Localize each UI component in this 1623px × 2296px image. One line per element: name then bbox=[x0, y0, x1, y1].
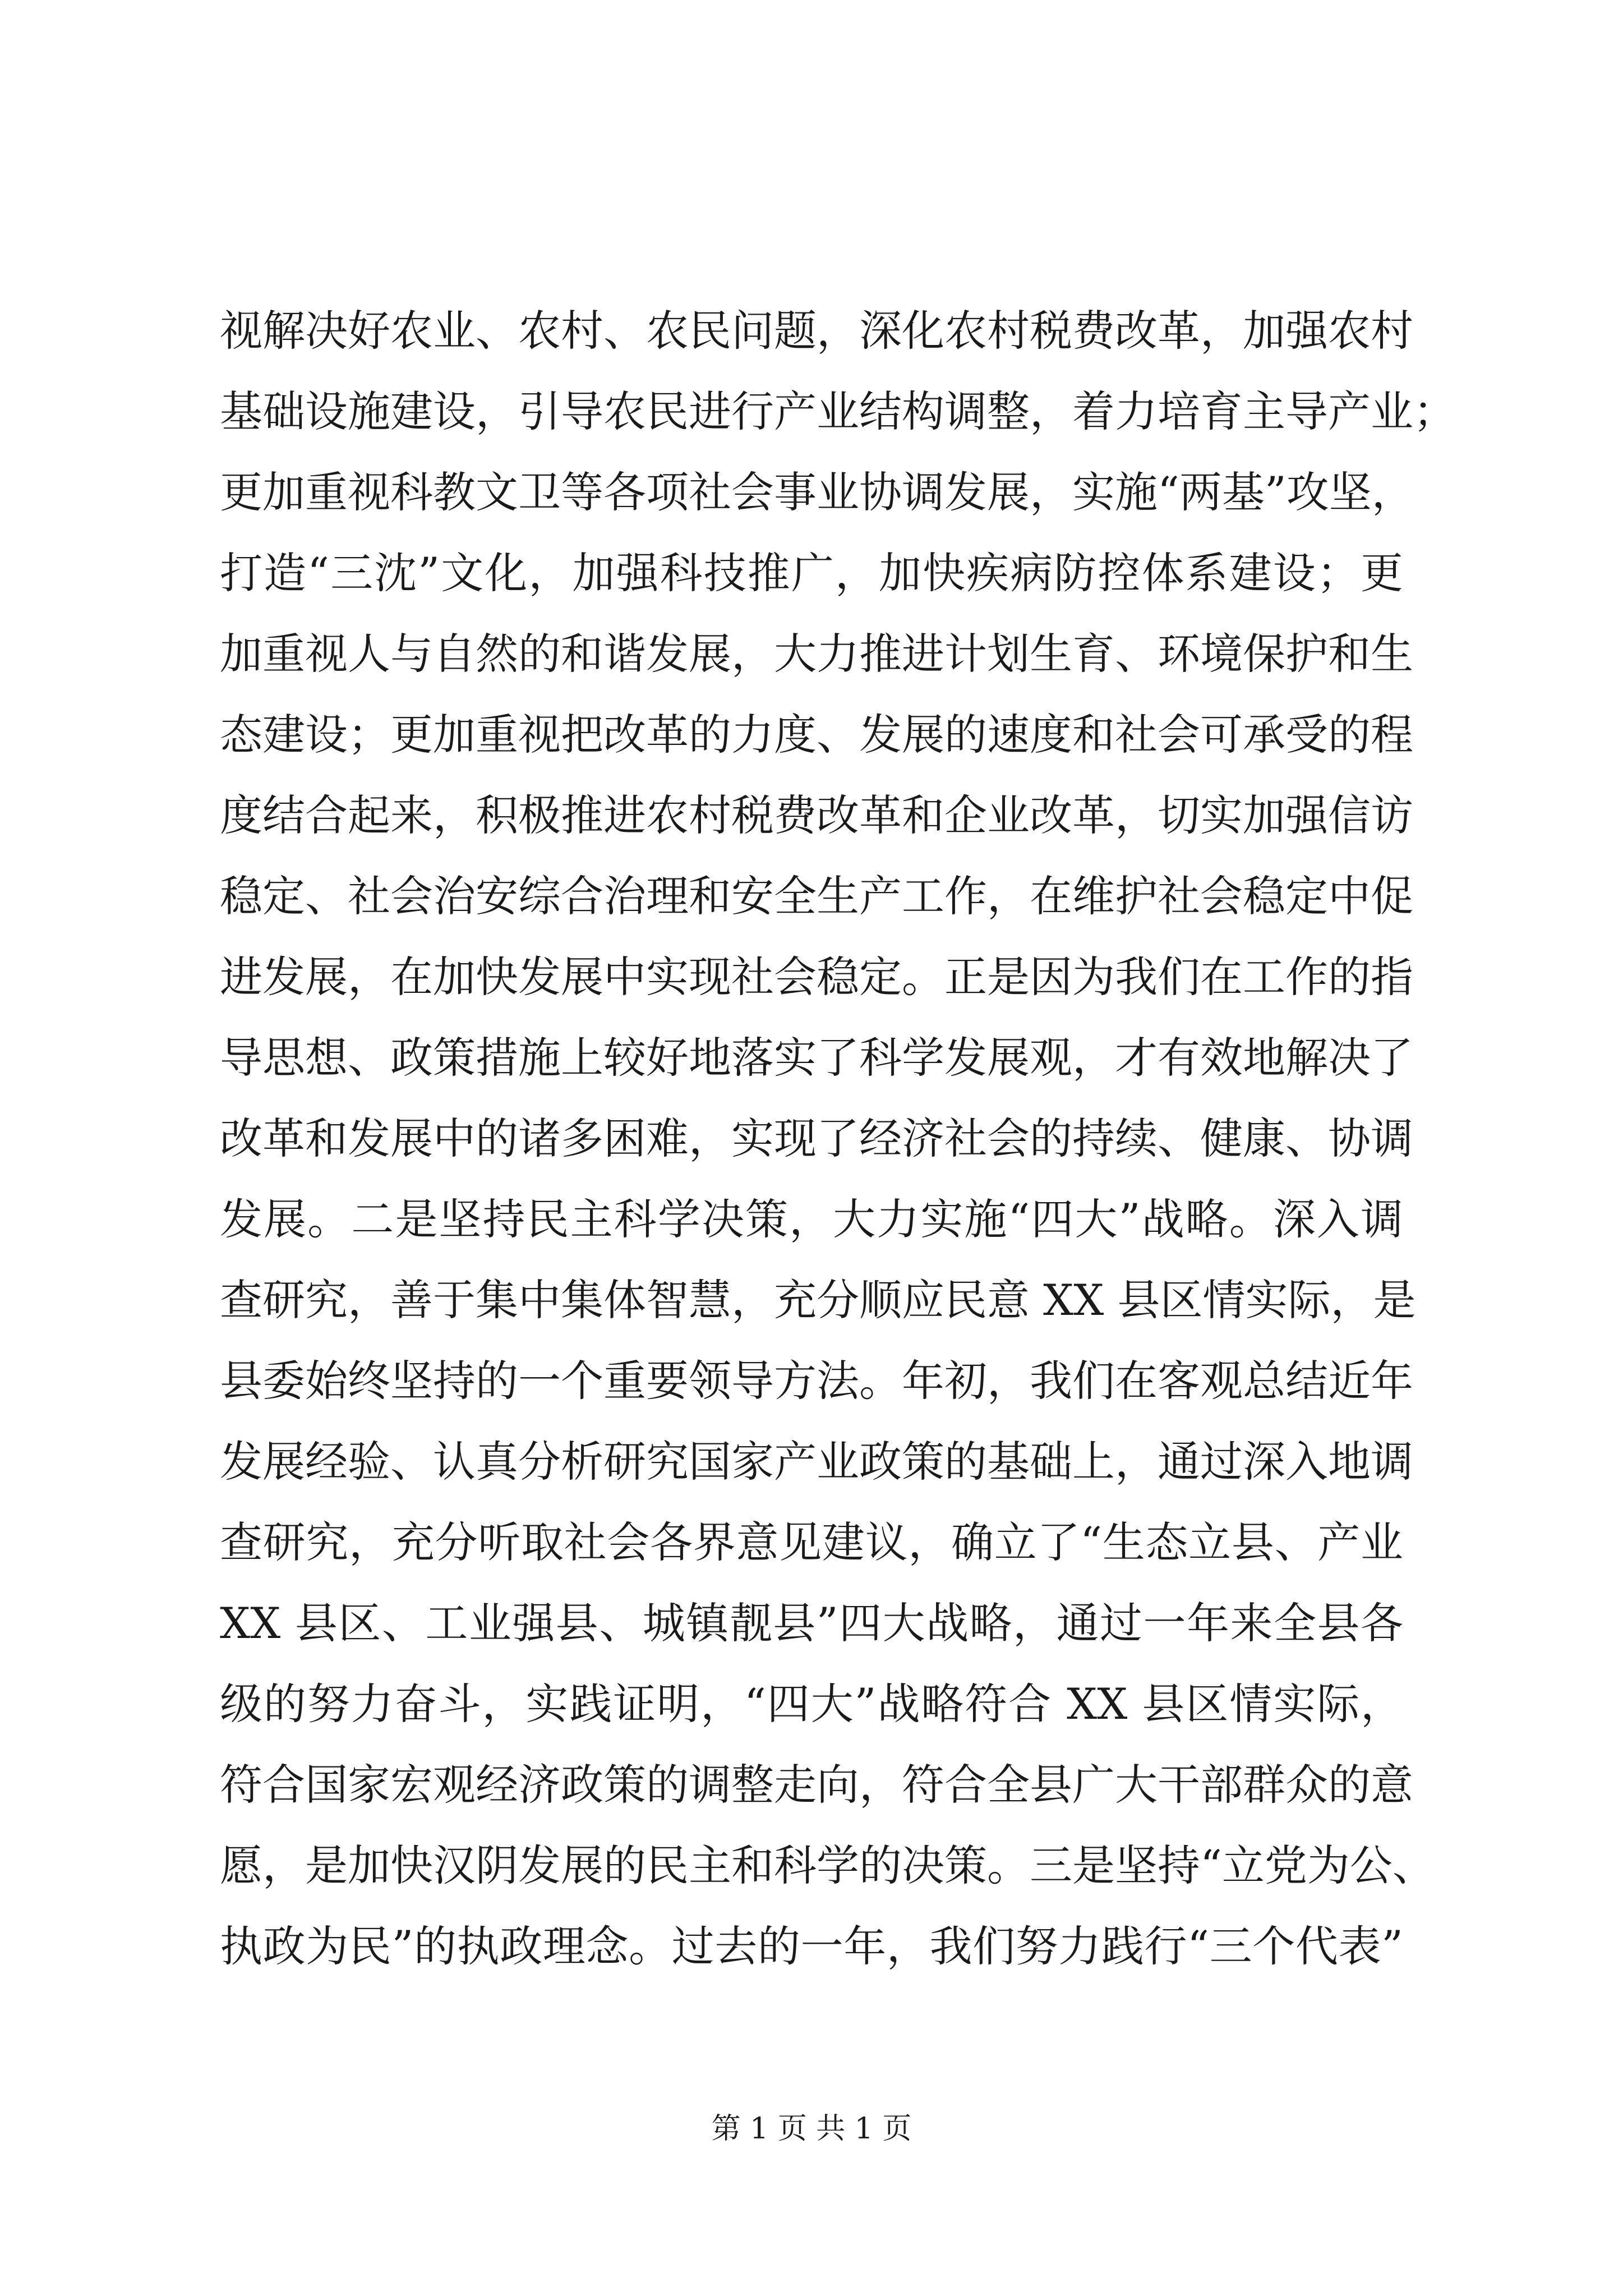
text-line: 更加重视科教文卫等各项社会事业协调发展，实施“两基”攻坚， bbox=[220, 467, 1414, 517]
text-line: 态建设；更加重视把改革的力度、发展的速度和社会可承受的程 bbox=[220, 710, 1413, 760]
text-line: 进发展，在加快发展中实现社会稳定。正是因为我们在工作的指 bbox=[220, 952, 1413, 1002]
text-line: 打造“三沈”文化，加强科技推广，加快疾病防控体系建设；更 bbox=[220, 548, 1403, 598]
text-line: 稳定、社会治安综合治理和安全生产工作，在维护社会稳定中促 bbox=[220, 871, 1413, 921]
page-footer: 第 1 页 共 1 页 bbox=[711, 2112, 912, 2146]
text-line: 视解决好农业、农村、农民问题，深化农村税费改革，加强农村 bbox=[220, 306, 1413, 356]
text-line: 查研究，充分听取社会各界意见建议，确立了“生态立县、产业 bbox=[220, 1517, 1403, 1567]
text-line: 度结合起来，积极推进农村税费改革和企业改革，切实加强信访 bbox=[220, 790, 1413, 840]
text-line: 符合国家宏观经济政策的调整走向，符合全县广大干部群众的意 bbox=[220, 1760, 1413, 1810]
text-line: 发展。二是坚持民主科学决策，大力实施“四大”战略。深入调 bbox=[220, 1194, 1403, 1244]
text-line: 导思想、政策措施上较好地落实了科学发展观，才有效地解决了 bbox=[220, 1033, 1413, 1083]
text-line: 基础设施建设，引导农民进行产业结构调整，着力培育主导产业； bbox=[220, 386, 1456, 436]
text-line: XX 县区、工业强县、城镇靓县”四大战略，通过一年来全县各 bbox=[220, 1598, 1403, 1648]
body-text bbox=[220, 291, 1456, 1987]
text-line: 级的努力奋斗，实践证明，“四大”战略符合 XX 县区情实际， bbox=[220, 1679, 1403, 1729]
text-line: 执政为民”的执政理念。过去的一年，我们努力践行“三个代表” bbox=[220, 1921, 1403, 1971]
text-line: 改革和发展中的诸多困难，实现了经济社会的持续、健康、协调 bbox=[220, 1114, 1413, 1163]
text-line: 查研究，善于集中集体智慧，充分顺应民意 XX 县区情实际，是 bbox=[220, 1275, 1416, 1325]
text-line: 县委始终坚持的一个重要领导方法。年初，我们在客观总结近年 bbox=[220, 1356, 1413, 1406]
text-line: 愿，是加快汉阴发展的民主和科学的决策。三是坚持“立党为公、 bbox=[220, 1841, 1435, 1890]
text-line: 发展经验、认真分析研究国家产业政策的基础上，通过深入地调 bbox=[220, 1437, 1413, 1487]
text-line: 加重视人与自然的和谐发展，大力推进计划生育、环境保护和生 bbox=[220, 629, 1413, 679]
